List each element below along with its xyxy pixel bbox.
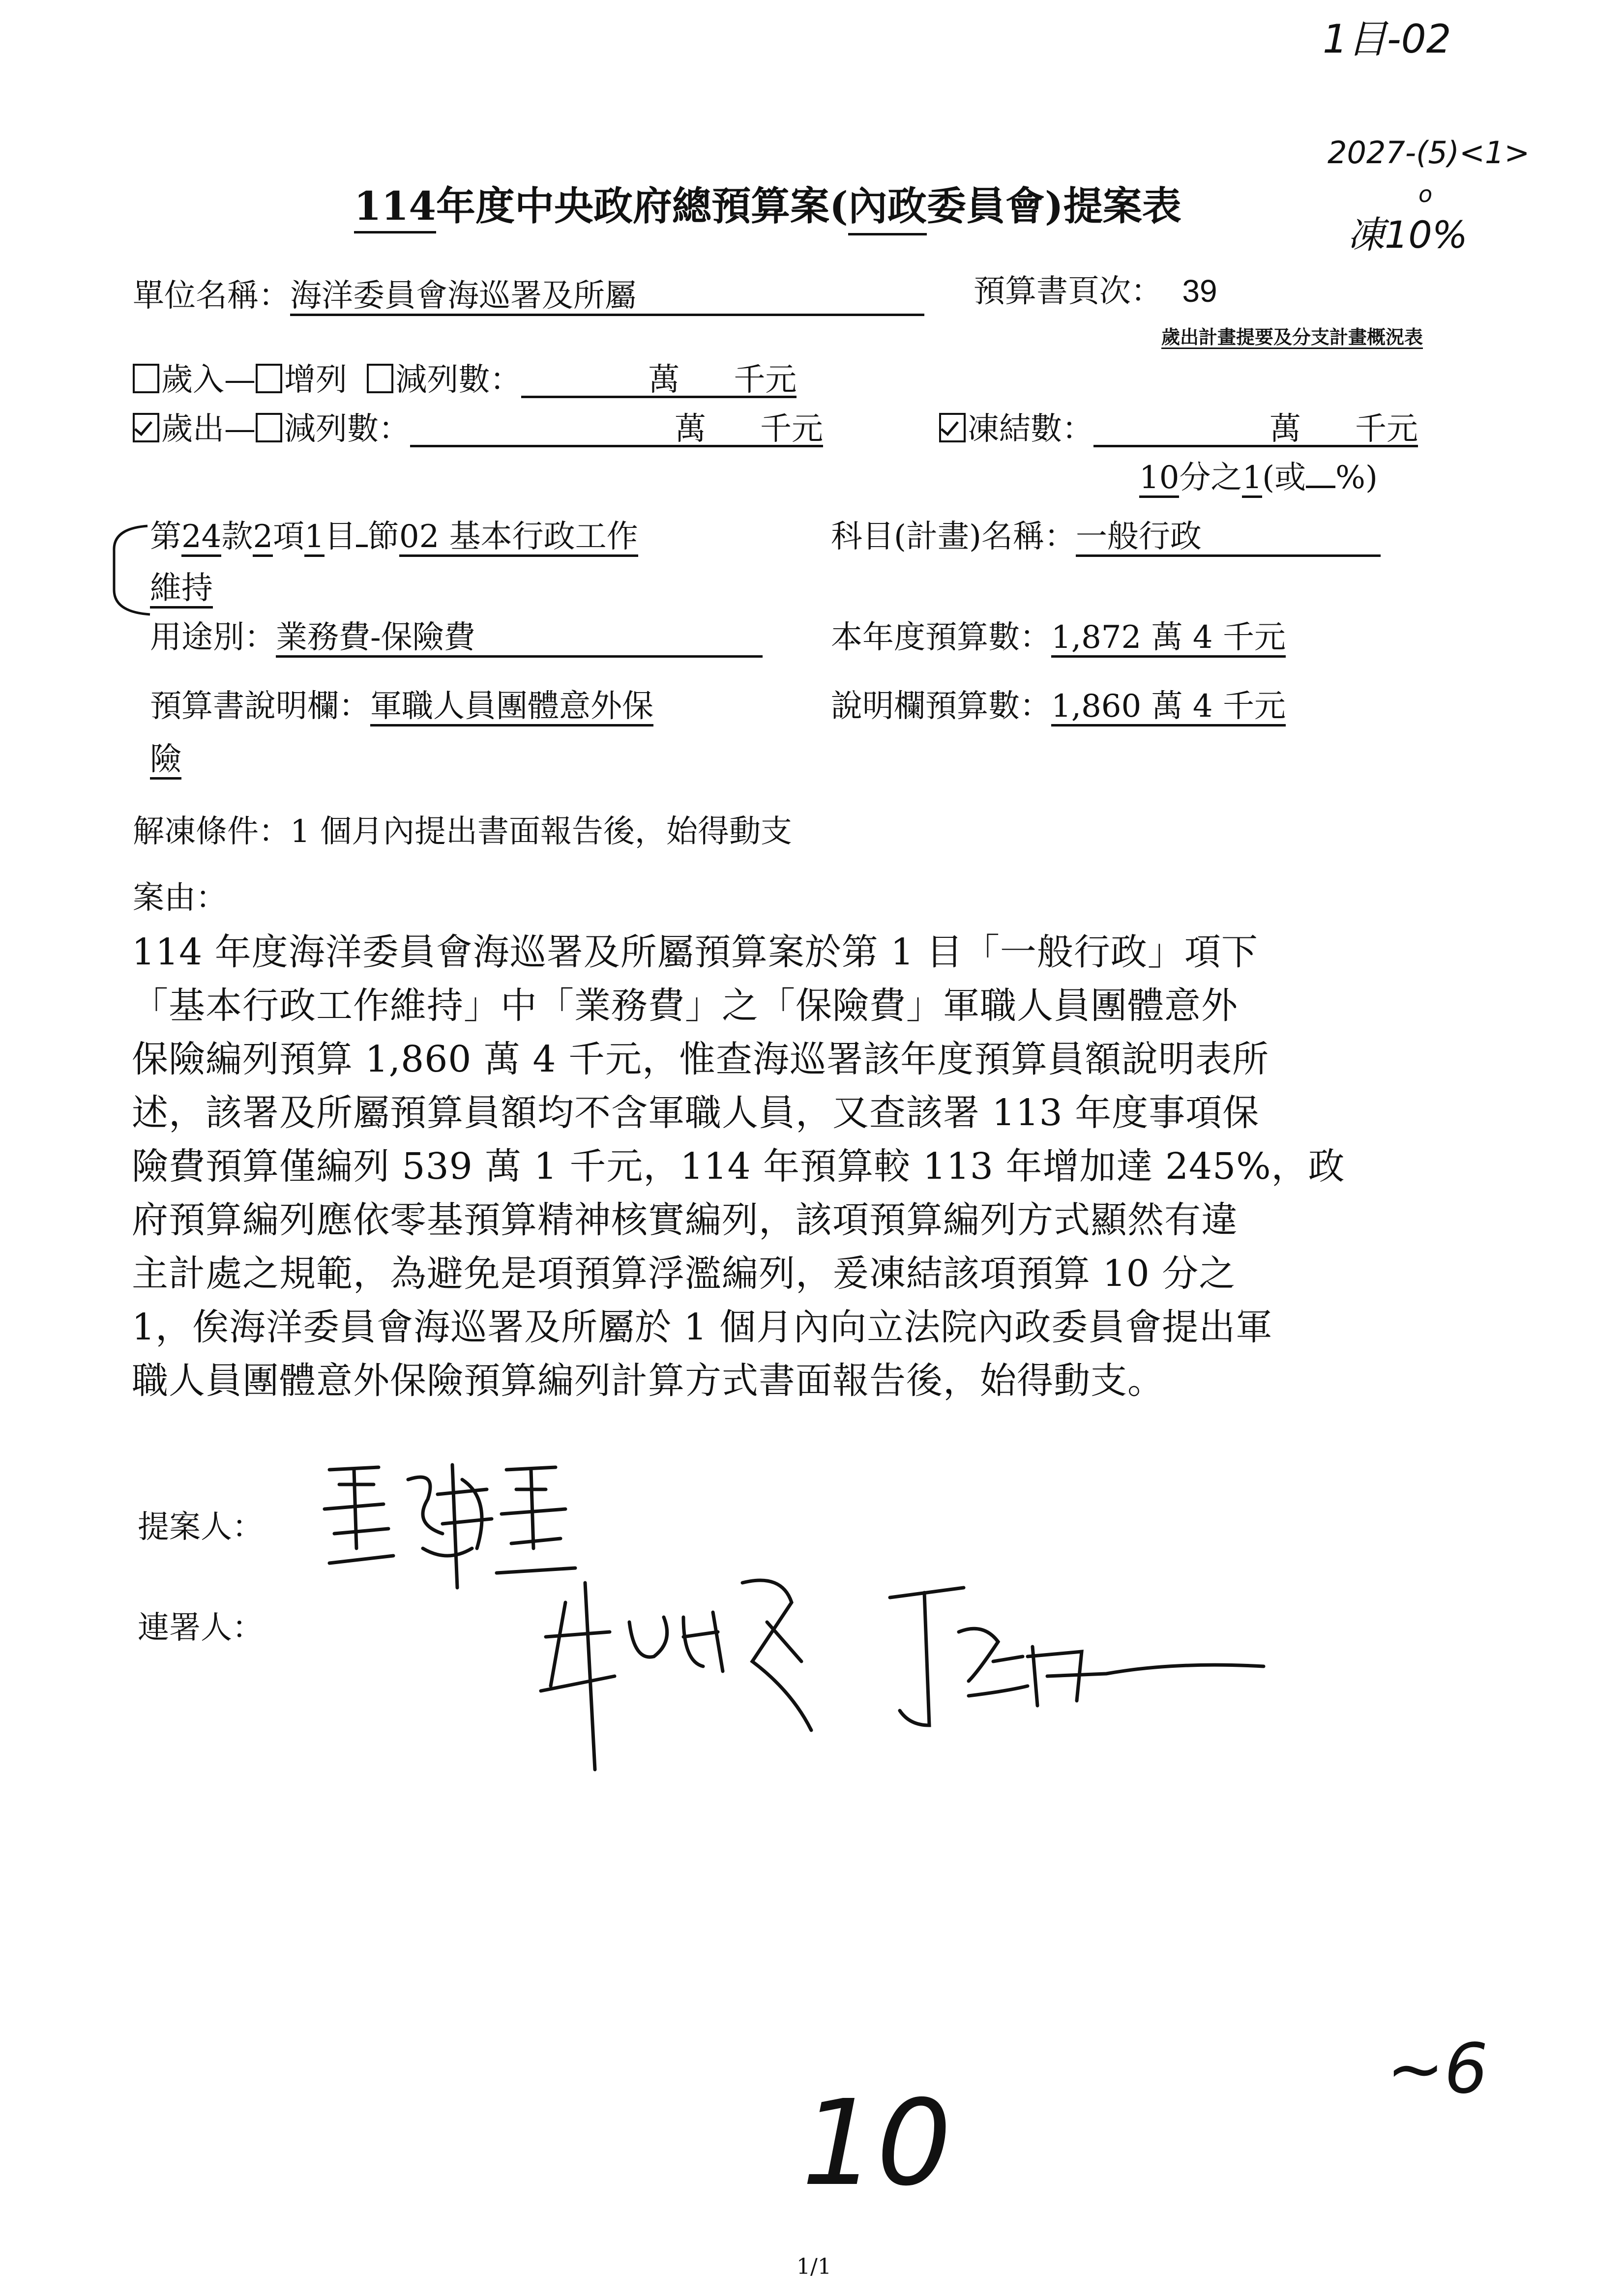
increase-checkbox[interactable] xyxy=(256,364,282,393)
freeze-amount[interactable] xyxy=(1093,413,1418,447)
title-year: 114 xyxy=(354,183,436,233)
reason-label: 案由： xyxy=(133,880,227,916)
expense-checkbox[interactable] xyxy=(133,413,159,442)
expense-decrease-label: 減列數： xyxy=(284,411,410,447)
usage-value: 業務費-保險費 xyxy=(276,622,763,658)
handwritten-ref-note: 1目-02 xyxy=(1323,16,1451,62)
di-label: 第 xyxy=(150,519,181,555)
explain-value: 軍職人員團體意外保 xyxy=(370,691,653,727)
fraction-or: (或 xyxy=(1262,460,1306,496)
page-note: 歲出計畫提要及分支計畫概況表 xyxy=(1161,326,1423,348)
explain-row xyxy=(150,688,653,727)
mu-label: 目 xyxy=(324,519,356,555)
reason-line: 職人員團體意外保險預算編列計算方式書面報告後，始得動支。 xyxy=(132,1360,1164,1402)
subject-label: 科目(計畫)名稱： xyxy=(831,519,1076,555)
unit-value: 海洋委員會海巡署及所屬 xyxy=(290,280,924,316)
revenue-row xyxy=(133,364,797,398)
subject-row xyxy=(831,521,1381,557)
xiang-label: 項 xyxy=(273,519,305,555)
page-label: 預算書頁次： xyxy=(974,273,1162,310)
unit-row xyxy=(133,280,924,316)
annual-budget xyxy=(831,619,1286,658)
handwritten-freeze-note: 凍10% xyxy=(1347,213,1468,257)
bracket-mark xyxy=(103,521,152,619)
unfreeze-label: 解凍條件： xyxy=(133,814,290,850)
item-cont xyxy=(150,570,213,609)
cosigner-label: 連署人： xyxy=(138,1610,264,1646)
unfreeze-value: 1 個月內提出書面報告後，始得動支 xyxy=(290,814,793,850)
wan-unit: 萬 xyxy=(648,362,680,398)
expense-decrease-amount[interactable] xyxy=(410,413,823,447)
item-row xyxy=(150,521,638,557)
wan-unit: 萬 xyxy=(675,411,706,447)
handwritten-code-note: 2027-(5)<1> xyxy=(1328,135,1530,171)
qian-unit: 千元 xyxy=(1355,411,1418,447)
title-part2: 委員會)提案表 xyxy=(926,183,1181,229)
reason-line: 主計處之規範，為避免是項預算浮濫編列，爰凍結該項預算 10 分之 xyxy=(132,1252,1236,1295)
fraction-numerator: 10 xyxy=(1139,462,1179,498)
revenue-label: 歲入— xyxy=(161,362,256,398)
handwritten-circle-mark: o xyxy=(1418,181,1433,207)
revenue-decrease-amount[interactable] xyxy=(521,364,797,398)
proposer-label: 提案人： xyxy=(138,1509,264,1545)
explain-budget-label: 說明欄預算數： xyxy=(831,688,1051,725)
usage-label: 用途別： xyxy=(150,619,276,656)
reason-line: 1，俟海洋委員會海巡署及所屬於 1 個月內向立法院內政委員會提出軍 xyxy=(132,1306,1273,1348)
explain-cont xyxy=(150,741,181,780)
subject-value: 一般行政 xyxy=(1076,521,1381,557)
annual-budget-label: 本年度預算數： xyxy=(831,619,1051,656)
page-ref xyxy=(974,273,1217,310)
explain-value-cont: 險 xyxy=(150,744,181,780)
percent-blank[interactable] xyxy=(1306,486,1335,488)
fraction-mid: 分之 xyxy=(1179,460,1242,496)
reason-line: 府預算編列應依零基預算精神核實編列，該項預算編列方式顯然有違 xyxy=(132,1199,1238,1241)
expense-label: 歲出— xyxy=(161,411,256,447)
cosigner-signatures xyxy=(536,1563,1303,1799)
expense-row xyxy=(133,413,823,447)
reason-line: 險費預算僅編列 539 萬 1 千元，114 年預算較 113 年增加達 245%，政 xyxy=(132,1145,1345,1188)
explain-label: 預算書說明欄： xyxy=(150,688,370,725)
freeze-label: 凍結數： xyxy=(968,411,1093,447)
revenue-checkbox[interactable] xyxy=(133,364,159,393)
reason-line: 114 年度海洋委員會海巡署及所屬預算案於第 1 目「一般行政」項下 xyxy=(132,931,1258,973)
fraction-denominator: 1 xyxy=(1242,462,1262,498)
kuan-value: 24 xyxy=(181,521,221,557)
page-number: 1/1 xyxy=(797,2254,831,2279)
reason-line: 述，該署及所屬預算員額均不含軍職人員，又查該署 113 年度事項保 xyxy=(132,1092,1260,1134)
xiang-value: 2 xyxy=(253,521,273,557)
kuan-label: 款 xyxy=(221,519,253,555)
page-title xyxy=(354,174,1181,235)
handwritten-page-mark: 10 xyxy=(801,2074,952,2212)
mu-value: 1 xyxy=(304,521,325,557)
handwritten-corner-mark: ~6 xyxy=(1387,2029,1488,2109)
revenue-decrease-label: 減列數： xyxy=(395,362,522,398)
freeze-row xyxy=(939,413,1418,447)
jie-label: 節 xyxy=(367,519,399,555)
qian-unit: 千元 xyxy=(760,411,823,447)
increase-label: 增列 xyxy=(284,362,347,398)
page-value: 39 xyxy=(1182,273,1217,309)
reason-line: 保險編列預算 1,860 萬 4 千元，惟查海巡署該年度預算員額說明表所 xyxy=(132,1038,1270,1080)
title-committee: 內政 xyxy=(848,174,927,235)
explain-budget xyxy=(831,688,1286,727)
usage-row xyxy=(150,619,763,658)
jie-value-cont: 維持 xyxy=(150,573,213,609)
jie-value: 02 基本行政工作 xyxy=(399,521,638,557)
annual-budget-value: 1,872 萬 4 千元 xyxy=(1051,622,1286,658)
title-part1: 年度中央政府總預算案( xyxy=(436,183,848,229)
qian-unit: 千元 xyxy=(734,362,797,398)
freeze-checkbox[interactable] xyxy=(939,413,966,442)
reason-line: 「基本行政工作維持」中「業務費」之「保險費」軍職人員團體意外 xyxy=(132,985,1238,1027)
revenue-decrease-checkbox[interactable] xyxy=(367,364,393,393)
explain-budget-value: 1,860 萬 4 千元 xyxy=(1051,691,1286,727)
unit-label: 單位名稱： xyxy=(133,278,290,314)
jie-blank xyxy=(356,545,368,547)
wan-unit: 萬 xyxy=(1270,411,1301,447)
fraction-pct: %) xyxy=(1335,460,1378,496)
expense-decrease-checkbox[interactable] xyxy=(256,413,282,442)
unfreeze-row xyxy=(133,814,793,850)
freeze-fraction xyxy=(1139,462,1378,498)
